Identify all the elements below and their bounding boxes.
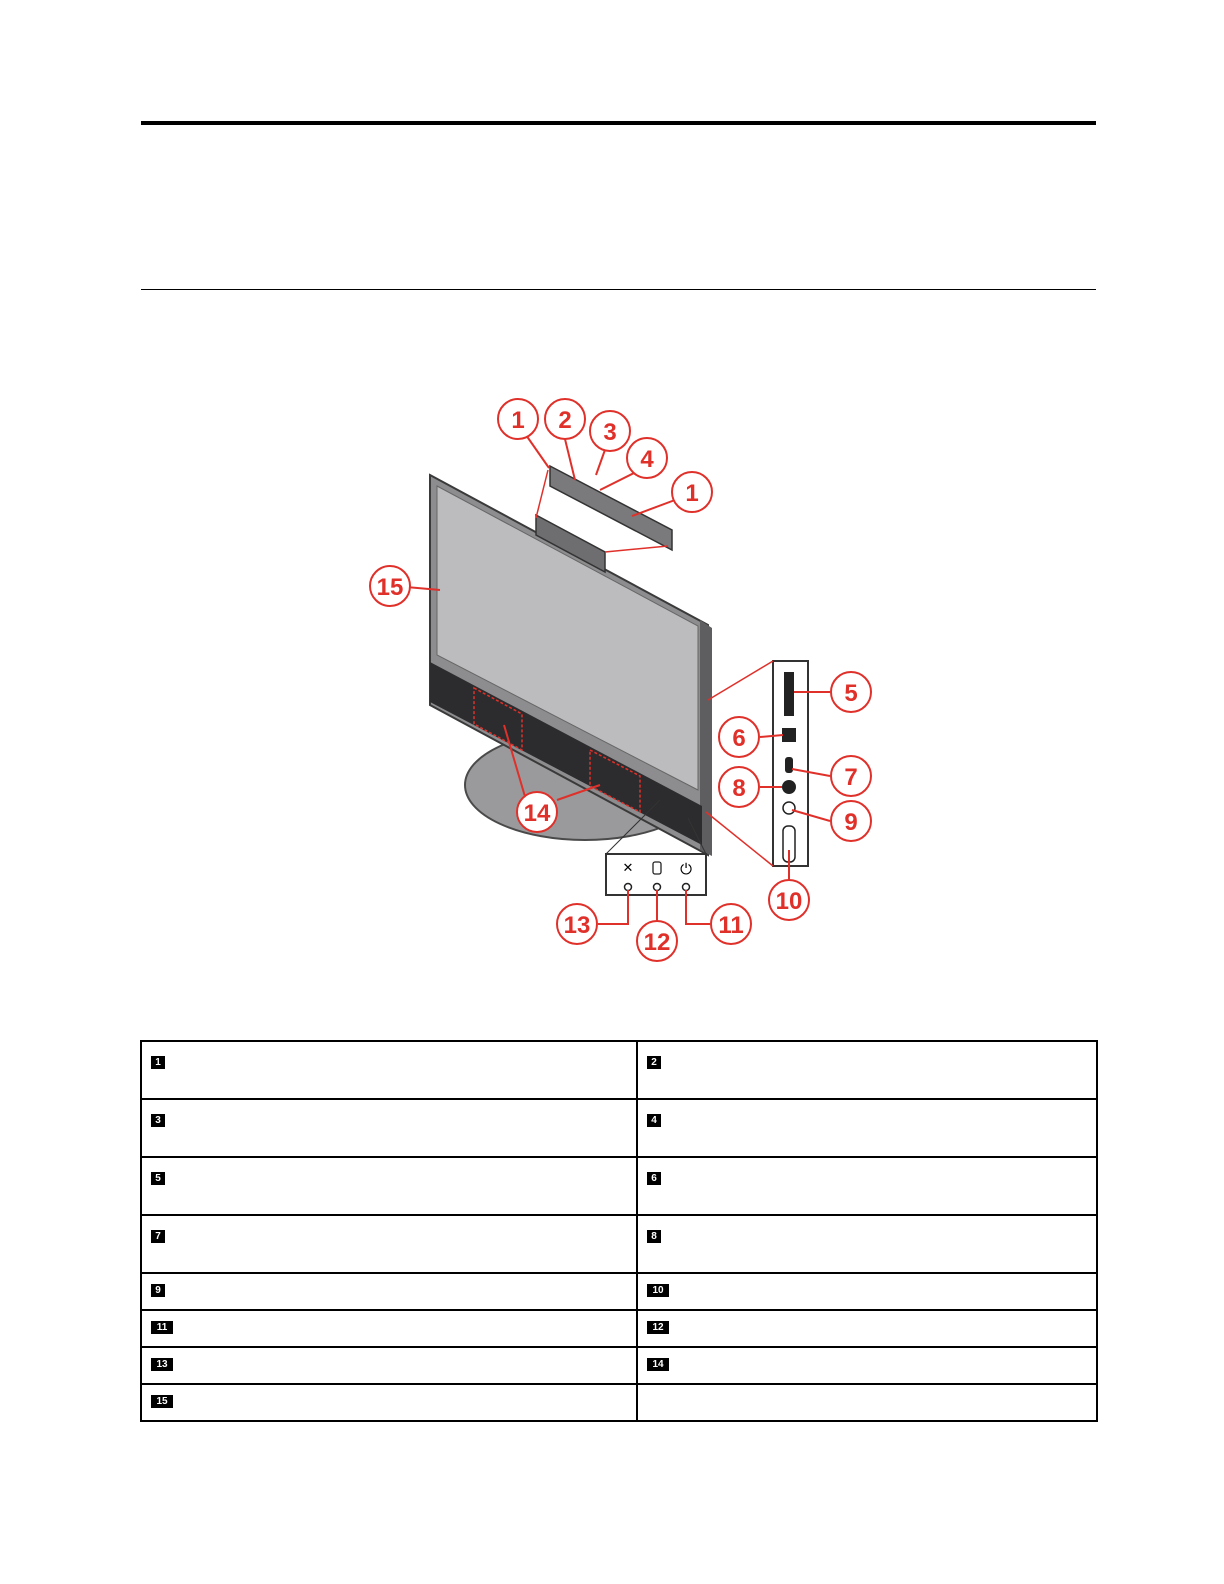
svg-text:12: 12 <box>643 929 671 956</box>
svg-text:14: 14 <box>523 800 551 827</box>
callout-3 <box>590 411 630 451</box>
audio-jack <box>782 780 796 794</box>
table-row <box>141 1041 1097 1099</box>
callout-8 <box>719 767 759 807</box>
legend-badge: 14 <box>647 1358 669 1371</box>
table-cell <box>637 1273 1097 1310</box>
svg-text:9: 9 <box>844 809 858 836</box>
legend-badge: 7 <box>151 1230 165 1243</box>
callout-1a <box>498 399 538 439</box>
legend-badge: 4 <box>647 1114 661 1127</box>
legend-badge: 12 <box>647 1321 669 1334</box>
callout-9 <box>831 801 871 841</box>
table-cell <box>637 1347 1097 1384</box>
table-row <box>141 1273 1097 1310</box>
mic-mute-icon: ✕ <box>622 861 634 876</box>
svg-text:1: 1 <box>685 480 699 507</box>
table-cell <box>141 1273 637 1310</box>
usb-a-port <box>782 728 796 742</box>
svg-text:7: 7 <box>844 764 858 791</box>
table-row <box>141 1215 1097 1273</box>
legend-badge: 11 <box>151 1321 173 1334</box>
table-cell <box>637 1099 1097 1157</box>
table-cell <box>637 1310 1097 1347</box>
svg-text:11: 11 <box>718 912 744 939</box>
table-cell <box>637 1215 1097 1273</box>
callout-13 <box>557 904 597 944</box>
usb-c-port <box>785 757 793 773</box>
table-cell <box>637 1041 1097 1099</box>
svg-text:4: 4 <box>640 446 654 473</box>
callout-15 <box>370 566 410 606</box>
svg-text:3: 3 <box>603 419 617 446</box>
legend-badge: 2 <box>647 1056 661 1069</box>
svg-text:8: 8 <box>732 775 746 802</box>
table-cell <box>141 1310 637 1347</box>
power-indicator-icon: ⏻ <box>680 860 692 878</box>
callout-6 <box>719 717 759 757</box>
legend-badge: 6 <box>647 1172 661 1185</box>
table-cell <box>141 1099 637 1157</box>
svg-text:6: 6 <box>732 725 746 752</box>
callout-4 <box>627 438 667 478</box>
callout-12 <box>637 921 677 961</box>
callout-11 <box>711 904 751 944</box>
legend-badge: 8 <box>647 1230 661 1243</box>
callout-2 <box>545 399 585 439</box>
table-cell <box>141 1347 637 1384</box>
callout-14 <box>517 792 557 832</box>
card-reader-slot <box>784 672 794 716</box>
table-row <box>141 1347 1097 1384</box>
svg-text:13: 13 <box>563 912 591 939</box>
table-cell <box>141 1215 637 1273</box>
svg-text:5: 5 <box>844 680 858 707</box>
table-cell <box>637 1157 1097 1215</box>
table-row <box>141 1310 1097 1347</box>
svg-text:2: 2 <box>558 407 572 434</box>
table-row <box>141 1384 1097 1421</box>
legend-badge: 15 <box>151 1395 173 1408</box>
legend-badge: 3 <box>151 1114 165 1127</box>
legend-badge: 9 <box>151 1284 165 1297</box>
component-legend-table <box>140 1040 1098 1422</box>
callout-10 <box>769 880 809 920</box>
callout-1b <box>672 472 712 512</box>
callout-7 <box>831 756 871 796</box>
table-row <box>141 1157 1097 1215</box>
table-cell <box>637 1384 1097 1421</box>
table-cell <box>141 1041 637 1099</box>
table-row <box>141 1099 1097 1157</box>
table-cell <box>141 1384 637 1421</box>
legend-badge: 10 <box>647 1284 669 1297</box>
svg-text:10: 10 <box>775 888 803 915</box>
legend-badge: 1 <box>151 1056 165 1069</box>
callout-5 <box>831 672 871 712</box>
svg-text:1: 1 <box>511 407 525 434</box>
legend-badge: 13 <box>151 1358 173 1371</box>
table-cell <box>141 1157 637 1215</box>
legend-badge: 5 <box>151 1172 165 1185</box>
svg-text:15: 15 <box>376 574 404 601</box>
